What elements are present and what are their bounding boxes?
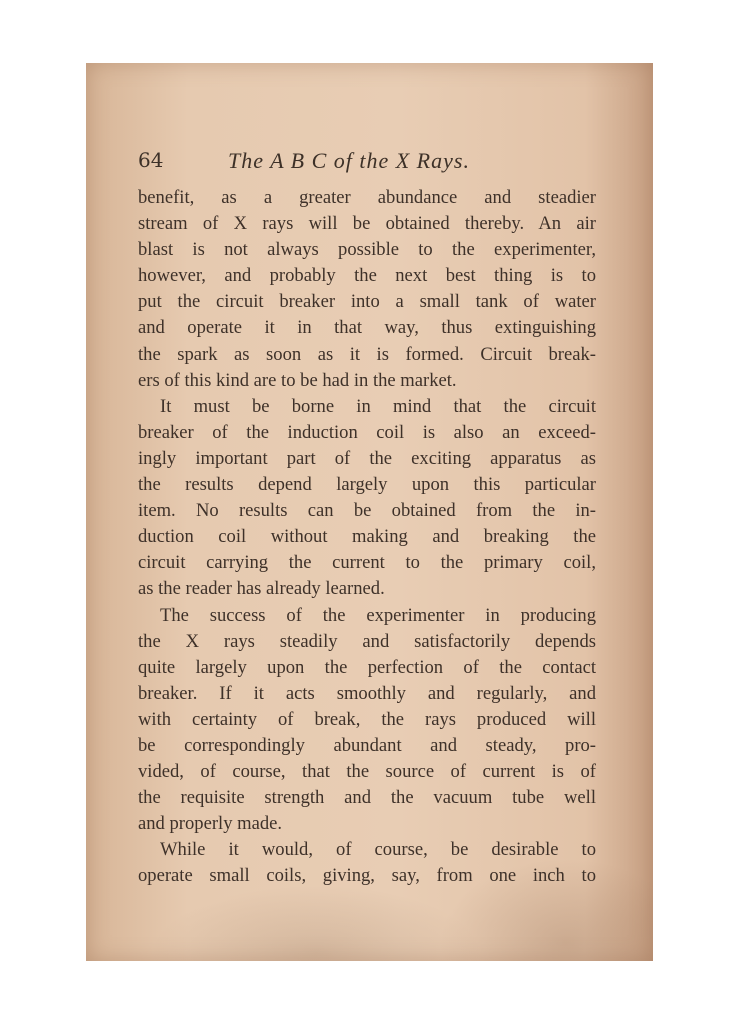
text-line: vided, of course, that the source of current is of (138, 761, 596, 783)
text-line: It must be borne in mind that the circuit (160, 395, 596, 417)
running-title: The A B C of the X Rays. (228, 148, 470, 173)
paragraph-3 (138, 603, 596, 838)
text-line: the spark as soon as it is formed. Circuit break- (138, 343, 596, 365)
text-line: be correspondingly abundant and steady, pro- (138, 734, 596, 756)
book-page (86, 63, 653, 961)
text-line: the results depend largely upon this particular (138, 474, 596, 496)
text-line: ers of this kind are to be had in the market. (138, 369, 457, 391)
text-line: ingly important part of the exciting apparatus as (138, 447, 596, 469)
paragraph-4 (138, 837, 596, 889)
text-line: stream of X rays will be obtained thereby. An air (138, 213, 596, 235)
text-line: circuit carrying the current to the primary coil, (138, 552, 596, 574)
text-line: breaker. If it acts smoothly and regularly, and (138, 682, 596, 704)
paragraph-2 (138, 394, 596, 603)
page-number: 64 (138, 148, 164, 172)
text-line: The success of the experimenter in producing (160, 604, 596, 626)
text-line: the X rays steadily and satisfactorily depends (138, 630, 596, 652)
text-line: benefit, as a greater abundance and steadier (138, 187, 596, 208)
text-line: the requisite strength and the vacuum tube well (138, 787, 596, 809)
text-line: however, and probably the next best thing is to (138, 265, 596, 287)
text-line: While it would, of course, be desirable to (160, 839, 596, 861)
body-text (138, 185, 596, 890)
text-line: blast is not always possible to the experimenter, (138, 239, 596, 261)
page-header (138, 148, 598, 178)
text-line: breaker of the induction coil is also an exceed- (138, 421, 596, 443)
text-line: operate small coils, giving, say, from one inch to (138, 865, 596, 887)
text-line: quite largely upon the perfection of the contact (138, 656, 596, 678)
text-line: item. No results can be obtained from the in- (138, 500, 596, 522)
text-line: and properly made. (138, 813, 283, 835)
text-line: with certainty of break, the rays produced will (138, 708, 596, 730)
text-line: duction coil without making and breaking the (138, 526, 596, 548)
text-line: as the reader has already learned. (138, 578, 385, 600)
text-line: put the circuit breaker into a small tank of water (138, 291, 596, 313)
paragraph-1 (138, 185, 596, 394)
text-line: and operate it in that way, thus extinguishing (138, 317, 596, 339)
